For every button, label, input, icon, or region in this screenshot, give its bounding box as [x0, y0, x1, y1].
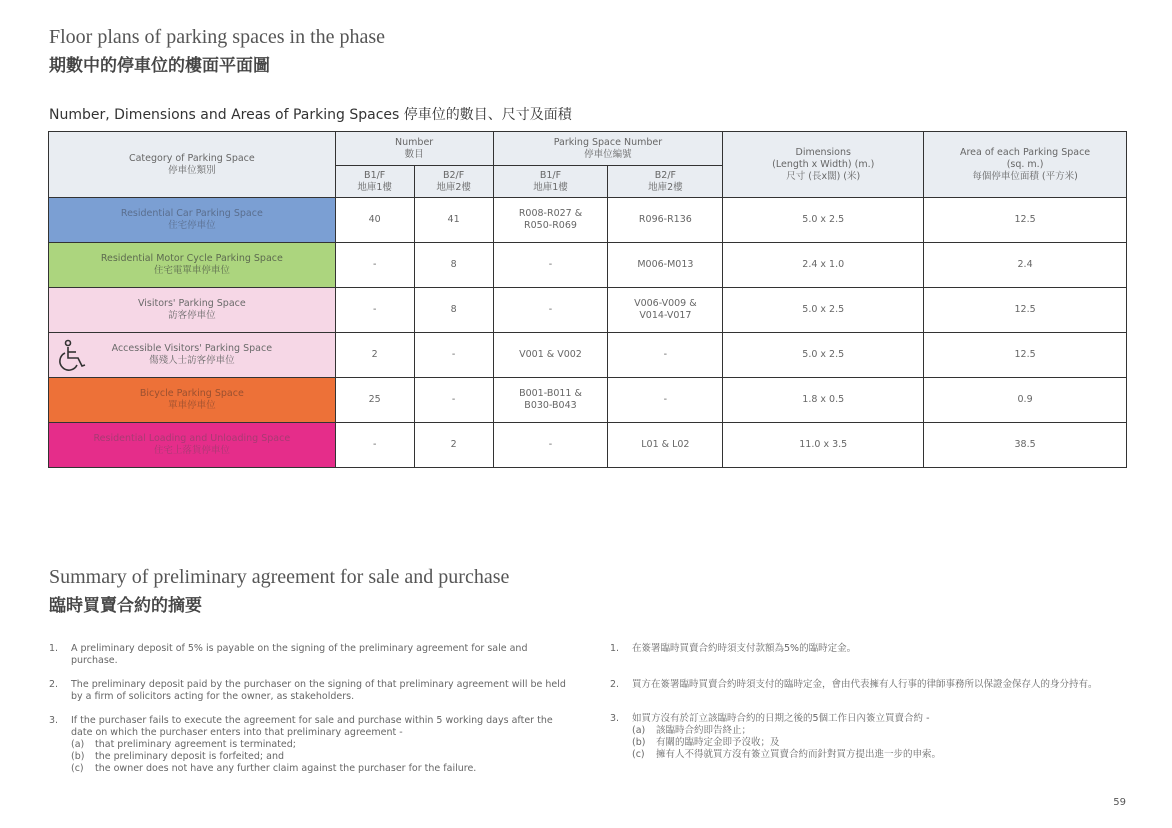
category-cell	[49, 243, 336, 288]
category-name-zh: 住宅停車位	[168, 220, 216, 231]
area-cell: 12.5	[924, 288, 1127, 333]
psn-b2-cell: -	[608, 333, 723, 378]
note-item	[49, 715, 569, 775]
psn-b2-cell: -	[608, 378, 723, 423]
table-row	[49, 423, 1127, 468]
note-text: The preliminary deposit paid by the purchaser on the signing of that preliminary agreement will be held by a firm of solicitors acting for the owner, as stakeholders.	[71, 679, 566, 702]
title-en: Summary of preliminary agreement for sale and purchase	[49, 566, 510, 588]
note-number: 3.	[49, 715, 59, 726]
note-body	[632, 643, 856, 655]
sub-label: (a)	[71, 739, 85, 750]
note-item	[49, 679, 569, 703]
num-b2-cell: 8	[414, 288, 493, 333]
category-name-zh: 單車停車位	[168, 400, 216, 411]
psn-b2-cell: V006-V009 & V014-V017	[608, 288, 723, 333]
sub-label: (b)	[71, 751, 85, 762]
wheelchair-icon	[57, 339, 91, 373]
psn-b1-cell: -	[493, 423, 608, 468]
num-b2-cell: -	[414, 378, 493, 423]
category-name-zh: 住宅上落貨停車位	[153, 445, 230, 456]
num-b2-cell: 8	[414, 243, 493, 288]
category-cell	[49, 198, 336, 243]
table-row	[49, 243, 1127, 288]
category-name-en: Residential Loading and Unloading Space	[93, 433, 291, 444]
category-name-zh: 住宅電單車停車位	[153, 265, 230, 276]
area-cell: 12.5	[924, 333, 1127, 378]
psn-b1-cell: B001-B011 & B030-B043	[493, 378, 608, 423]
area-cell: 0.9	[924, 378, 1127, 423]
psn-b2-cell: R096-R136	[608, 198, 723, 243]
title-zh: 期數中的停車位的樓面平面圖	[49, 56, 270, 75]
parking-spaces-table	[48, 131, 1127, 468]
header-number-b2: B2/F 地庫2樓	[414, 166, 493, 198]
sub-label: (c)	[71, 763, 84, 774]
header-dimensions: Dimensions (Length x Width) (m.) 尺寸 (長x闊) (米)	[723, 132, 924, 198]
notes-chinese	[610, 643, 1150, 785]
sub-text: 有關的臨時定金即予沒收；及	[656, 737, 780, 748]
page-number: 59	[1113, 797, 1126, 808]
category-name-en: Residential Car Parking Space	[120, 208, 263, 219]
header-psn-b1: B1/F 地庫1樓	[493, 166, 608, 198]
title-en: Floor plans of parking spaces in the phase	[49, 26, 386, 48]
dims-cell: 5.0 x 2.5	[723, 198, 924, 243]
title-zh: 臨時買賣合約的摘要	[49, 596, 202, 615]
area-cell: 12.5	[924, 198, 1127, 243]
note-number: 1.	[610, 643, 620, 654]
num-b1-cell: 40	[335, 198, 414, 243]
category-cell	[49, 378, 336, 423]
note-item	[49, 643, 569, 667]
note-sub-item	[71, 739, 569, 751]
table-row	[49, 198, 1127, 243]
sub-label: (c)	[632, 749, 645, 760]
sub-text: that preliminary agreement is terminated;	[95, 739, 297, 750]
table-title: Number, Dimensions and Areas of Parking Spaces 停車位的數目、尺寸及面積	[49, 107, 572, 123]
header-number: Number 數目	[335, 132, 493, 166]
note-body	[71, 643, 569, 667]
dims-cell: 5.0 x 2.5	[723, 288, 924, 333]
psn-b1-cell: V001 & V002	[493, 333, 608, 378]
category-cell	[49, 333, 336, 378]
note-sub-item	[71, 763, 569, 775]
num-b1-cell: -	[335, 288, 414, 333]
psn-b1-cell: R008-R027 & R050-R069	[493, 198, 608, 243]
num-b1-cell: 25	[335, 378, 414, 423]
notes-english	[49, 643, 569, 787]
sub-text: 該臨時合約即告終止；	[656, 725, 752, 736]
psn-b1-cell: -	[493, 243, 608, 288]
table-row	[49, 288, 1127, 333]
dims-cell: 11.0 x 3.5	[723, 423, 924, 468]
num-b2-cell: 41	[414, 198, 493, 243]
note-text: 如買方沒有於訂立該臨時合約的日期之後的5個工作日內簽立買賣合約 -	[632, 713, 930, 724]
note-body	[71, 679, 569, 703]
num-b2-cell: -	[414, 333, 493, 378]
note-sub-item	[632, 737, 941, 749]
note-sub-item	[632, 725, 941, 737]
note-number: 1.	[49, 643, 59, 654]
note-item	[610, 679, 1150, 691]
dims-cell: 1.8 x 0.5	[723, 378, 924, 423]
section-title-summary	[49, 566, 509, 616]
num-b2-cell: 2	[414, 423, 493, 468]
note-sub-item	[632, 749, 941, 761]
note-number: 2.	[610, 679, 620, 690]
category-name-en: Residential Motor Cycle Parking Space	[100, 253, 283, 264]
sub-text: the preliminary deposit is forfeited; and	[95, 751, 284, 762]
note-number: 2.	[49, 679, 59, 690]
category-name-en: Accessible Visitors' Parking Space	[111, 343, 273, 354]
note-number: 3.	[610, 713, 620, 724]
category-name-en: Visitors' Parking Space	[137, 298, 246, 309]
category-name-zh: 訪客停車位	[168, 310, 216, 321]
header-number-b1: B1/F 地庫1樓	[335, 166, 414, 198]
psn-b1-cell: -	[493, 288, 608, 333]
note-body	[632, 679, 1098, 691]
table-body	[49, 198, 1127, 468]
num-b1-cell: -	[335, 243, 414, 288]
dims-cell: 5.0 x 2.5	[723, 333, 924, 378]
header-category: Category of Parking Space 停車位類別	[49, 132, 336, 198]
note-item	[610, 713, 1150, 761]
table-row	[49, 333, 1127, 378]
num-b1-cell: -	[335, 423, 414, 468]
dims-cell: 2.4 x 1.0	[723, 243, 924, 288]
note-text: A preliminary deposit of 5% is payable on the signing of the preliminary agreement for sale and purchase.	[71, 643, 528, 666]
sub-label: (b)	[632, 737, 646, 748]
area-cell: 2.4	[924, 243, 1127, 288]
section-title-floor-plans	[49, 26, 385, 76]
note-text: 買方在簽署臨時買賣合約時須支付的臨時定金，會由代表擁有人行事的律師事務所以保證金保存人的身分持有。	[632, 679, 1098, 690]
header-parking-space-number: Parking Space Number 停車位編號	[493, 132, 723, 166]
psn-b2-cell: L01 & L02	[608, 423, 723, 468]
note-sub-item	[71, 751, 569, 763]
sub-text: the owner does not have any further claim against the purchaser for the failure.	[95, 763, 477, 774]
header-psn-b2: B2/F 地庫2樓	[608, 166, 723, 198]
note-text: 在簽署臨時買賣合約時須支付款額為5%的臨時定金。	[632, 643, 857, 654]
num-b1-cell: 2	[335, 333, 414, 378]
sub-label: (a)	[632, 725, 646, 736]
area-cell: 38.5	[924, 423, 1127, 468]
table-row	[49, 378, 1127, 423]
note-item	[610, 643, 1150, 655]
category-name-zh: 傷殘人士訪客停車位	[149, 355, 235, 366]
category-cell	[49, 288, 336, 333]
psn-b2-cell: M006-M013	[608, 243, 723, 288]
note-body	[71, 715, 569, 775]
note-text: If the purchaser fails to execute the agreement for sale and purchase within 5 working days after the date on which the purchaser enters into that preliminary agreement -	[71, 715, 553, 738]
sub-text: 擁有人不得就買方沒有簽立買賣合約而針對買方提出進一步的申索。	[656, 749, 942, 760]
category-cell	[49, 423, 336, 468]
header-area: Area of each Parking Space (sq. m.) 每個停車位面積 (平方米)	[924, 132, 1127, 198]
category-name-en: Bicycle Parking Space	[139, 388, 244, 399]
note-body	[632, 713, 941, 761]
